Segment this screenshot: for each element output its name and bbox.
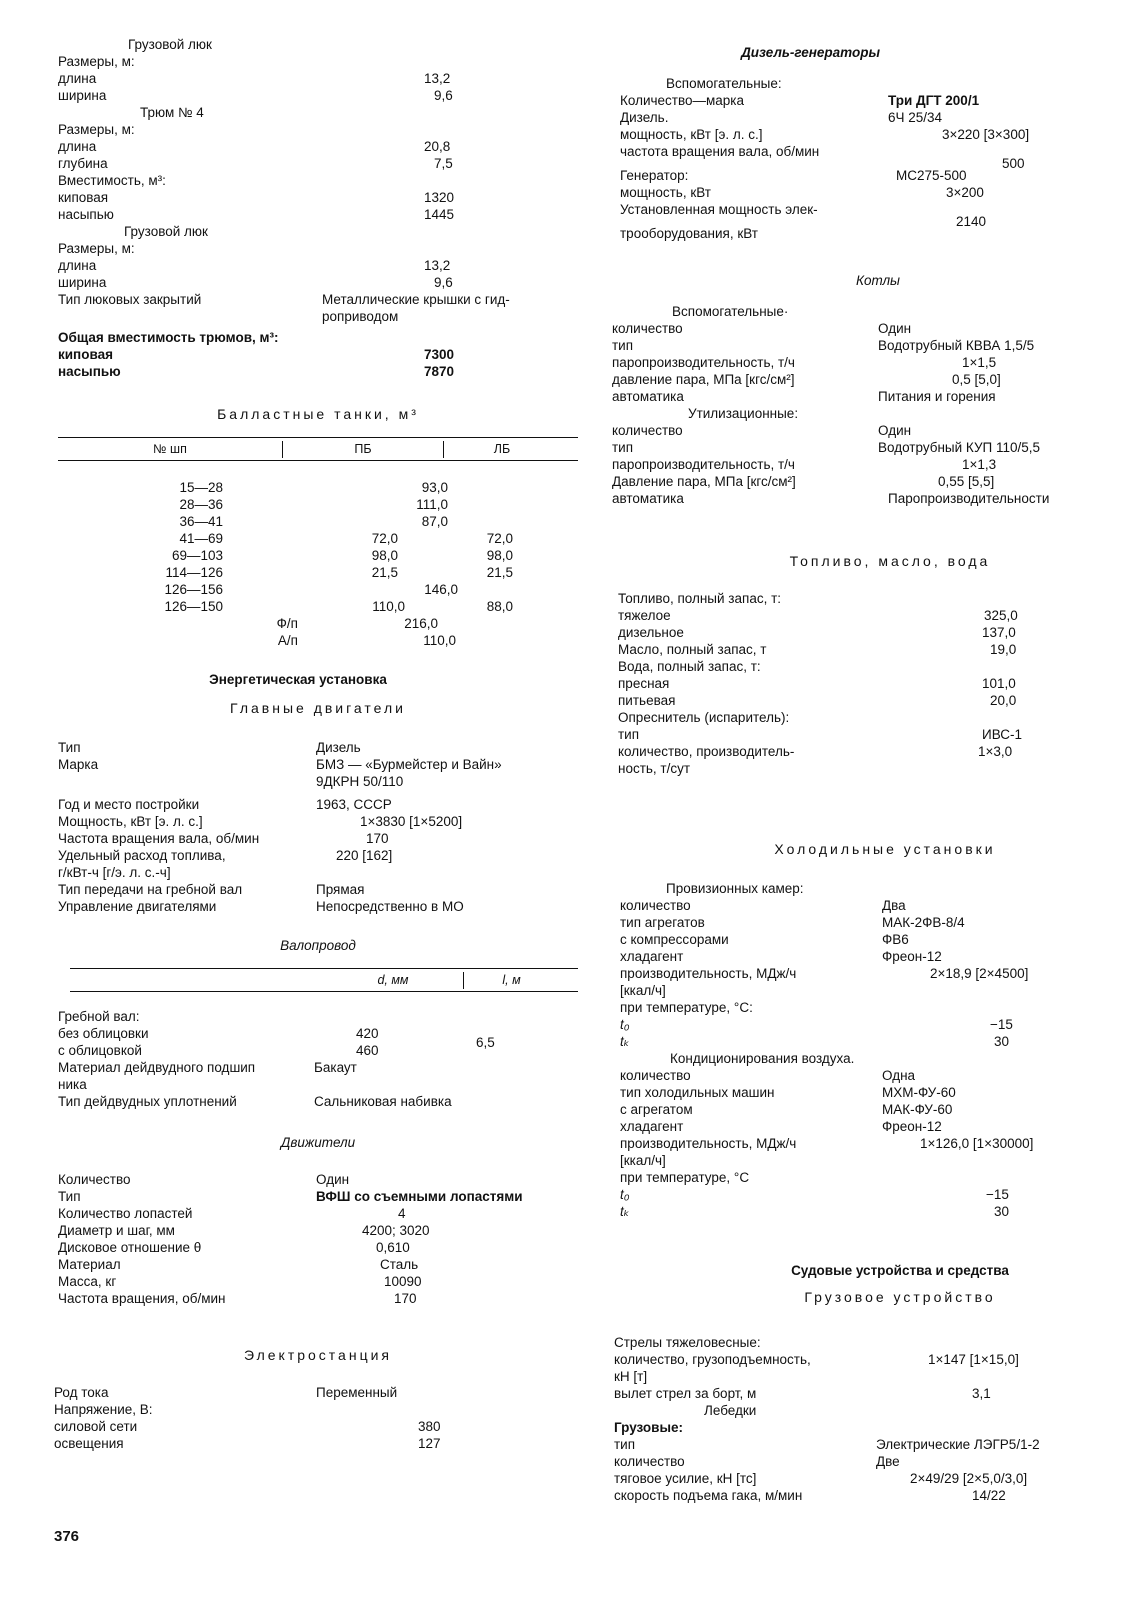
label: хладагент: [620, 1119, 684, 1134]
left-column: [54, 36, 578, 1452]
label: количество: [612, 423, 683, 438]
value: 0,5 [5,0]: [952, 372, 1001, 387]
value: ФВ6: [882, 932, 909, 947]
label: скорость подъема гака, м/мин: [614, 1488, 803, 1503]
label: силовой сети: [54, 1419, 138, 1434]
value: Металлические крышки с гид-: [322, 292, 510, 307]
label: Грузовые:: [614, 1420, 683, 1435]
label: Масло, полный запас, т: [618, 642, 767, 657]
value: роприводом: [322, 309, 399, 324]
label: автоматика: [612, 389, 684, 404]
value: 220 [162]: [336, 848, 393, 863]
ballast-title: Балластные танки, м³: [217, 406, 419, 422]
label: при температуре, °С: [620, 1170, 750, 1185]
value: Паропроизводительности: [888, 491, 1050, 506]
label: количество: [612, 321, 683, 336]
value: 1×3830 [1×5200]: [360, 814, 463, 829]
value: Одна: [882, 1068, 916, 1083]
value: Три ДГТ 200/1: [888, 93, 980, 108]
label: количество: [620, 898, 691, 913]
value: Прямая: [316, 882, 365, 897]
label: Размеры, м:: [58, 122, 135, 137]
col-lb: ЛБ: [493, 441, 511, 456]
value: Две: [876, 1454, 900, 1469]
value: 30: [994, 1034, 1010, 1049]
label: t₀: [620, 1187, 630, 1202]
value: ИВС-1: [982, 727, 1023, 742]
label: кН [т]: [614, 1369, 648, 1384]
label: насыпью: [58, 364, 121, 379]
value: 19,0: [990, 642, 1017, 657]
label: Тип: [58, 740, 81, 755]
table-row: 114—126 21,5 21,5: [165, 565, 513, 580]
value: Водотрубный КУП 110/5,5: [878, 440, 1041, 455]
label: производительность, МДж/ч: [620, 1136, 797, 1151]
value: 4: [398, 1206, 406, 1221]
label: [ккал/ч]: [620, 1153, 666, 1168]
value: 7,5: [434, 156, 453, 171]
label: Вспомогательные:: [666, 76, 782, 91]
value: Фреон-12: [882, 1119, 942, 1134]
table-row: А/п 110,0: [277, 633, 456, 648]
ballast-rows: [58, 479, 578, 649]
label: длина: [58, 139, 97, 154]
col-l: l, м: [502, 972, 521, 987]
value: 30: [994, 1204, 1010, 1219]
label: киповая: [58, 190, 109, 205]
label: насыпью: [58, 207, 114, 222]
label: паропроизводительность, т/ч: [612, 457, 795, 472]
label: с облицовкой: [58, 1043, 142, 1058]
shaft-title: Валопровод: [280, 938, 356, 953]
table-row: 36—41 87,0: [179, 514, 448, 529]
label: г/кВт-ч [г/э. л. с.-ч]: [58, 865, 171, 880]
value: 10090: [384, 1274, 422, 1289]
label: Частота вращения, об/мин: [58, 1291, 226, 1306]
value: 1320: [424, 190, 455, 205]
label: Размеры, м:: [58, 241, 135, 256]
label: Материал дейдвудного подшип: [58, 1060, 256, 1075]
label: Мощность, кВт [э. л. с.]: [58, 814, 203, 829]
label: Род тока: [54, 1385, 109, 1400]
value: Сальниковая набивка: [314, 1094, 452, 1109]
value: 2×18,9 [2×4500]: [930, 966, 1029, 981]
table-row: 15—28 93,0: [179, 480, 448, 495]
label: ника: [58, 1077, 87, 1092]
label: частота вращения вала, об/мин: [620, 144, 820, 159]
table-row: 126—150 110,0 88,0: [164, 599, 513, 614]
label: Дизель.: [620, 110, 669, 125]
label: автоматика: [612, 491, 684, 506]
label: тип: [612, 440, 634, 455]
label: киповая: [58, 347, 113, 362]
value: −15: [990, 1017, 1013, 1032]
label: Напряжение, В:: [54, 1402, 153, 1417]
label: тип: [614, 1437, 636, 1452]
label: Гребной вал:: [58, 1009, 140, 1024]
label: количество, производитель-: [618, 744, 795, 759]
value: Водотрубный КВВА 1,5/5: [878, 338, 1035, 353]
value: 4200; 3020: [362, 1223, 430, 1238]
value: 170: [366, 831, 389, 846]
label: Стрелы тяжеловесные:: [614, 1335, 761, 1350]
value: 9,6: [434, 275, 453, 290]
value: 3,1: [972, 1386, 991, 1401]
label: питьевая: [618, 693, 676, 708]
value: 500: [1002, 156, 1025, 171]
value: МС275-500: [896, 168, 967, 183]
label: тип: [618, 727, 640, 742]
value: Переменный: [316, 1385, 398, 1400]
label: Опреснитель (испаритель):: [618, 710, 790, 725]
label: с компрессорами: [620, 932, 729, 947]
value: 1×3,0: [978, 744, 1013, 759]
label: дизельное: [618, 625, 684, 640]
value: 170: [394, 1291, 417, 1306]
value: 7300: [424, 347, 455, 362]
value: 14/22: [972, 1488, 1006, 1503]
table-row: 28—36 111,0: [179, 497, 448, 512]
label: Топливо, полный запас, т:: [618, 591, 782, 606]
label: производительность, МДж/ч: [620, 966, 797, 981]
value: −15: [986, 1187, 1009, 1202]
dg-title: Дизель-генераторы: [741, 45, 880, 60]
label: Лебедки: [704, 1403, 757, 1418]
value: 0,55 [5,5]: [938, 474, 995, 489]
value: 3×220 [3×300]: [942, 127, 1030, 142]
value: 9ДКРН 50/110: [316, 774, 404, 789]
table-row: 41—69 72,0 72,0: [179, 531, 513, 546]
label: Провизионных камер:: [666, 881, 804, 896]
label: количество, грузоподъемность,: [614, 1352, 811, 1367]
value: ВФШ со съемными лопастями: [316, 1189, 523, 1204]
value: 420: [356, 1026, 379, 1041]
value: Два: [882, 898, 906, 913]
label: Установленная мощность элек-: [620, 202, 818, 217]
value: 137,0: [982, 625, 1016, 640]
value: 9,6: [434, 88, 453, 103]
value: 7870: [424, 364, 455, 379]
label: Количество лопастей: [58, 1206, 193, 1221]
label: тип: [612, 338, 634, 353]
value: 127: [418, 1436, 441, 1451]
label: Год и место постройки: [58, 797, 200, 812]
label: ширина: [58, 275, 107, 290]
fuel-title: Топливо, масло, вода: [789, 553, 991, 569]
hold4-title: Трюм № 4: [140, 105, 204, 120]
value: 3×200: [946, 185, 984, 200]
value: Непосредственно в МО: [316, 899, 464, 914]
label: хладагент: [620, 949, 684, 964]
page-number: 376: [54, 1528, 80, 1545]
label: ность, т/сут: [618, 761, 691, 776]
value: 20,0: [990, 693, 1017, 708]
value: 1×1,5: [962, 355, 997, 370]
value: 0,610: [376, 1240, 410, 1255]
cargo-title: Грузовое устройство: [804, 1289, 996, 1305]
label: тяговое усилие, кН [тс]: [614, 1471, 757, 1486]
label: освещения: [54, 1436, 124, 1451]
value: 460: [356, 1043, 379, 1058]
label: Управление двигателями: [58, 899, 217, 914]
label: Тип передачи на гребной вал: [58, 882, 243, 897]
value: Один: [878, 423, 912, 438]
col-frame: № шп: [58, 441, 283, 458]
right-column: [612, 44, 1090, 1504]
label: Удельный расход топлива,: [58, 848, 226, 863]
value: 6,5: [476, 1035, 495, 1050]
label: ширина: [58, 88, 107, 103]
main-engines-title: Главные двигатели: [230, 700, 406, 716]
label: давление пара, МПа [кгс/см²]: [612, 372, 795, 387]
value: 101,0: [982, 676, 1016, 691]
value: 380: [418, 1419, 441, 1434]
value: Фреон-12: [882, 949, 942, 964]
value: 6Ч 25/34: [888, 110, 943, 125]
value: Один: [878, 321, 912, 336]
value: Дизель: [316, 740, 361, 755]
value: 1×1,3: [962, 457, 997, 472]
label: Масса, кг: [58, 1274, 117, 1289]
label: Вместимость, м³:: [58, 173, 166, 188]
value: 1×147 [1×15,0]: [928, 1352, 1019, 1367]
label: тип холодильных машин: [620, 1085, 775, 1100]
value: Бакаут: [314, 1060, 357, 1075]
value: 20,8: [424, 139, 451, 154]
label: тип агрегатов: [620, 915, 705, 930]
total-capacity-label: Общая вместимость трюмов, м³:: [58, 330, 279, 345]
label: паропроизводительность, т/ч: [612, 355, 795, 370]
label: Диаметр и шаг, мм: [58, 1223, 175, 1238]
value: 1×126,0 [1×30000]: [920, 1136, 1034, 1151]
value: МАК-2ФВ-8/4: [882, 915, 965, 930]
value: 2140: [956, 214, 987, 229]
ballast-table-header: [58, 437, 578, 461]
value: 1445: [424, 207, 455, 222]
label: пресная: [618, 676, 670, 691]
label: Размеры, м:: [58, 54, 135, 69]
label: глубина: [58, 156, 108, 171]
col-pb: ПБ: [283, 441, 444, 458]
label: Давление пара, МПа [кгс/см²]: [612, 474, 796, 489]
label: Вода, полный запас, т:: [618, 659, 761, 674]
value: 1963, СССР: [316, 797, 392, 812]
label: Частота вращения вала, об/мин: [58, 831, 260, 846]
table-row: 69—103 98,0 98,0: [171, 548, 513, 563]
boilers-title: Котлы: [856, 273, 900, 288]
label: с агрегатом: [620, 1102, 693, 1117]
label: Материал: [58, 1257, 121, 1272]
value: Электрические ЛЭГР5/1-2: [876, 1437, 1040, 1452]
value: МХМ-ФУ-60: [882, 1085, 956, 1100]
label: tₖ: [620, 1204, 630, 1219]
label: тяжелое: [618, 608, 671, 623]
power-plant-title: Электростанция: [243, 1347, 392, 1363]
table-row: 126—156 146,0: [164, 582, 458, 597]
label: Генератор:: [620, 168, 689, 183]
refrig-title: Холодильные установки: [774, 841, 996, 857]
label: Марка: [58, 757, 99, 772]
label: Количество—марка: [620, 93, 745, 108]
label: Вспомогательные·: [672, 304, 789, 319]
label: t₀: [620, 1017, 630, 1032]
value: МАК-ФУ-60: [882, 1102, 953, 1117]
label: длина: [58, 71, 97, 86]
label: длина: [58, 258, 97, 273]
label: вылет стрел за борт, м: [614, 1386, 757, 1401]
label: без облицовки: [58, 1026, 149, 1041]
value: Питания и горения: [878, 389, 996, 404]
label: количество: [620, 1068, 691, 1083]
value: 13,2: [424, 71, 451, 86]
label: Утилизационные:: [688, 406, 799, 421]
label: Дисковое отношение θ: [58, 1240, 202, 1255]
value: Сталь: [380, 1257, 419, 1272]
value: 13,2: [424, 258, 451, 273]
label: трооборудования, кВт: [620, 226, 758, 241]
label: Тип: [58, 1189, 81, 1204]
value: 325,0: [984, 608, 1018, 623]
propulsors-title: Движители: [280, 1135, 356, 1150]
label: мощность, кВт: [620, 185, 711, 200]
label: при температуре, °С:: [620, 1000, 753, 1015]
devices-title: Судовые устройства и средства: [791, 1263, 1009, 1278]
label: [ккал/ч]: [620, 983, 666, 998]
value: 2×49/29 [2×5,0/3,0]: [910, 1471, 1028, 1486]
energy-title: Энергетическая установка: [209, 672, 387, 687]
label: tₖ: [620, 1034, 630, 1049]
hatch3-title: Грузовой люк: [128, 37, 212, 52]
label: Количество: [58, 1172, 131, 1187]
label: Тип дейдвудных уплотнений: [58, 1094, 237, 1109]
table-row: Ф/п 216,0: [276, 616, 438, 631]
col-d: d, мм: [323, 972, 464, 989]
value: БМЗ — «Бурмейстер и Вайн»: [316, 757, 502, 772]
hatch4-title: Грузовой люк: [124, 224, 208, 239]
shaft-table-header: [70, 968, 578, 992]
label: Тип люковых закрытий: [58, 292, 202, 307]
label: мощность, кВт [э. л. с.]: [620, 127, 763, 142]
value: Один: [316, 1172, 350, 1187]
label: количество: [614, 1454, 685, 1469]
label: Кондиционирования воздуха.: [670, 1051, 855, 1066]
